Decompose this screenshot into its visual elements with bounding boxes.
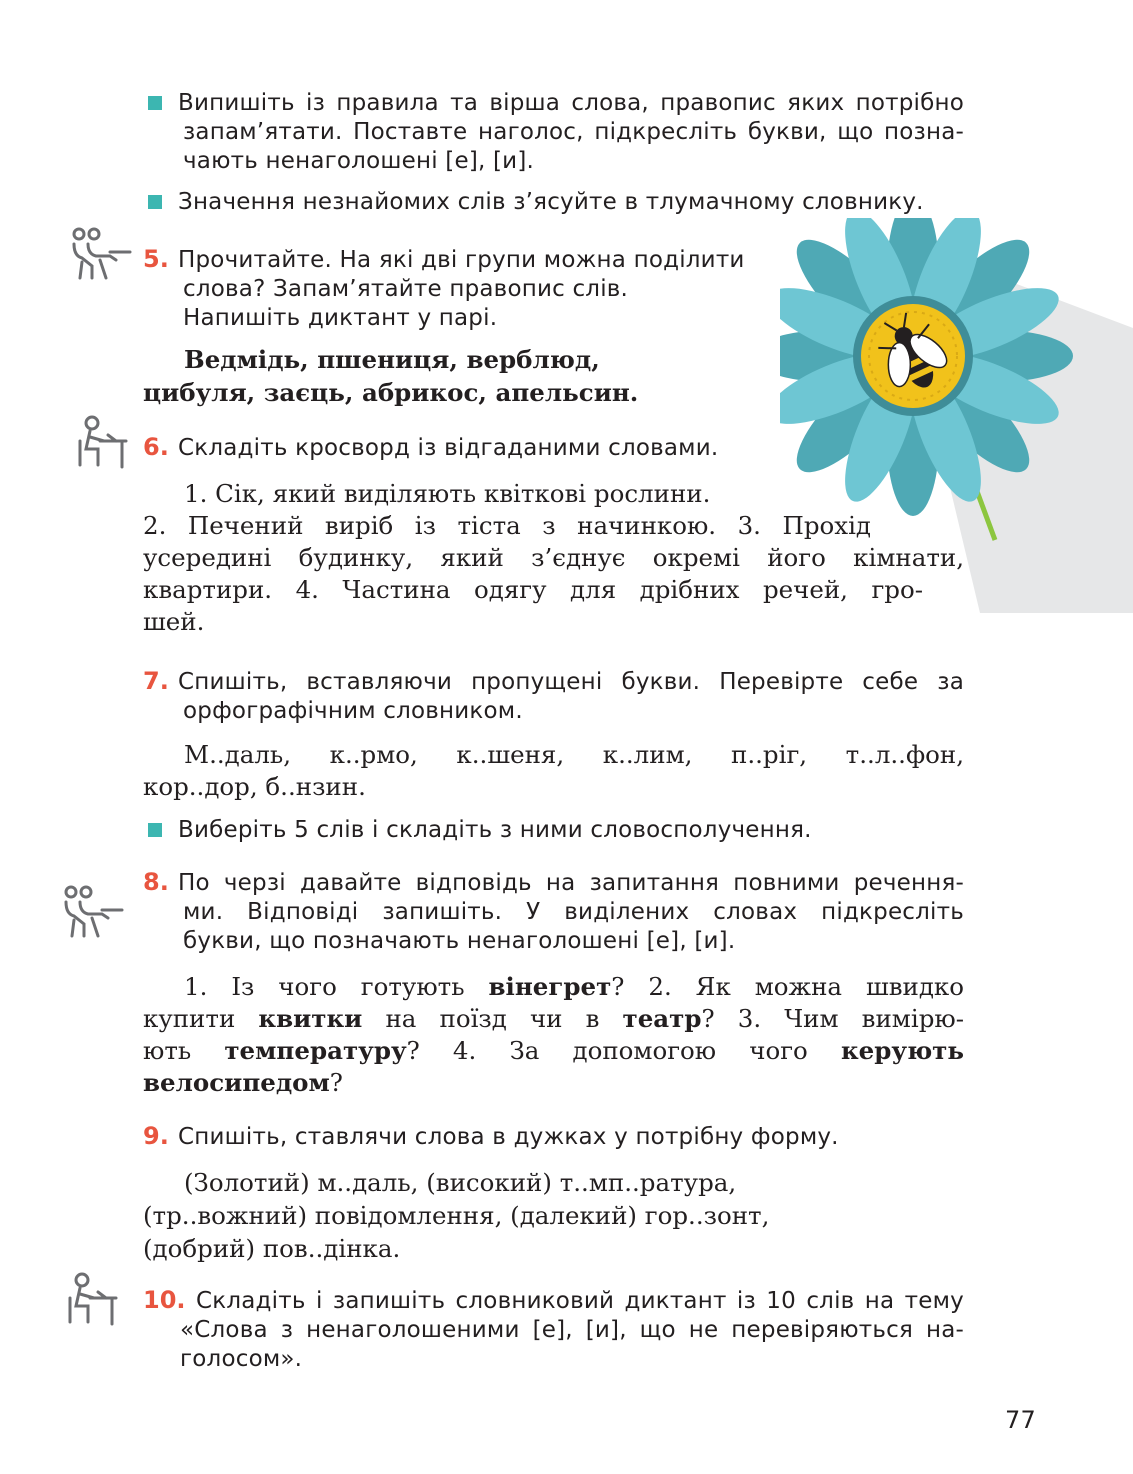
exercise-7-bullet: Виберіть 5 слів і складіть з ними словосполучення. xyxy=(178,817,812,843)
question-text: ? 2. Як можна швидко xyxy=(611,972,964,1001)
exercise-6-text-line-3: усередині будинку, який з’єднує окремі його кімнати, xyxy=(143,543,964,572)
exercise-6-text-line-1: 1. Сік, який виділяють квіткові рослини. xyxy=(184,479,711,508)
highlighted-word: вінегрет xyxy=(488,972,612,1001)
exercise-9-task: Спишіть, ставлячи слова в дужках у потрібну форму. xyxy=(178,1124,839,1150)
question-text: 1. Із чого готують xyxy=(184,972,489,1001)
exercise-8-question-line-4 xyxy=(143,1067,343,1099)
intro-bullet-1-line-3: чають ненаголошені [е], [и]. xyxy=(183,148,535,174)
page-number: 77 xyxy=(1005,1406,1036,1434)
question-text: купити xyxy=(143,1004,259,1033)
pair-work-icon xyxy=(70,226,132,280)
exercise-6-text-line-2: 2. Печений виріб із тіста з начинкою. 3. Прохід xyxy=(143,511,871,540)
pair-work-icon xyxy=(62,884,124,938)
bullet-square xyxy=(148,195,162,209)
exercise-6-text-line-5: шей. xyxy=(143,607,205,636)
exercise-10-task-line-2: «Слова з ненаголошеними [е], [и], що не перевіряються на- xyxy=(180,1317,964,1343)
exercise-7-task-line-1: Спишіть, вставляючи пропущені букви. Перевірте себе за xyxy=(178,669,964,695)
exercise-6-number: 6. xyxy=(143,433,169,461)
highlighted-word: театр xyxy=(622,1004,702,1033)
exercise-7-number: 7. xyxy=(143,667,169,695)
exercise-8-task-line-2: ми. Відповіді запишіть. У виділених словах підкресліть xyxy=(183,899,964,925)
exercise-5-task-line-2: слова? Запам’ятайте правопис слів. xyxy=(183,276,629,302)
exercise-8-task-line-3: букви, що позначають ненаголошені [е], [и]. xyxy=(183,928,736,954)
exercise-9-text-line-2: (тр..вожний) повідомлення, (далекий) гор..зонт, xyxy=(143,1201,770,1230)
intro-bullet-2: Значення незнайомих слів з’ясуйте в тлумачному словнику. xyxy=(178,189,924,215)
exercise-5-task-line-3: Напишіть диктант у парі. xyxy=(183,305,498,331)
exercise-7-task-line-2: орфографічним словником. xyxy=(183,698,523,724)
exercise-6-task: Складіть кросворд із відгаданими словами. xyxy=(178,435,719,461)
exercise-8-task-line-1: По черзі давайте відповідь на запитання повними речення- xyxy=(178,870,964,896)
question-text: ? 4. За допомогою чого xyxy=(406,1036,841,1065)
question-text: ? xyxy=(329,1068,343,1097)
highlighted-word: температуру xyxy=(224,1036,407,1065)
highlighted-word: квитки xyxy=(258,1004,363,1033)
question-text: на поїзд чи в xyxy=(362,1004,623,1033)
intro-bullet-1-line-2: запам’ятати. Поставте наголос, підкресліть букви, що позна- xyxy=(183,119,964,145)
exercise-5-words-line-1: Ведмідь, пшениця, верблюд, xyxy=(184,345,600,374)
question-text: ? 3. Чим вимірю- xyxy=(701,1004,964,1033)
bullet-square xyxy=(148,823,162,837)
question-text: ють xyxy=(143,1036,225,1065)
exercise-10-task-line-1: Складіть і запишіть словниковий диктант із 10 слів на тему xyxy=(196,1288,964,1314)
highlighted-word: керують xyxy=(840,1036,964,1065)
individual-work-icon xyxy=(76,415,128,469)
exercise-5-number: 5. xyxy=(143,245,169,273)
exercise-8-question-line-1 xyxy=(184,971,964,1003)
exercise-8-question-line-3 xyxy=(143,1035,964,1067)
exercise-5-task-line-1: Прочитайте. На які дві групи можна поділити xyxy=(178,247,745,273)
exercise-9-text-line-1: (Золотий) м..даль, (високий) т..мп..ратура, xyxy=(184,1168,737,1197)
exercise-10-task-line-3: голосом». xyxy=(180,1346,303,1372)
exercise-8-question-line-2 xyxy=(143,1003,964,1035)
exercise-6-text-line-4: квартири. 4. Частина одягу для дрібних речей, гро- xyxy=(143,575,923,604)
exercise-10-number: 10. xyxy=(143,1286,186,1314)
bullet-square xyxy=(148,96,162,110)
exercise-7-words-line-2: кор..дор, б..нзин. xyxy=(143,772,366,801)
exercise-9-text-line-3: (добрий) пов..дінка. xyxy=(143,1234,401,1263)
exercise-9-number: 9. xyxy=(143,1122,169,1150)
exercise-7-words-line-1: М..даль, к..рмо, к..шеня, к..лим, п..ріг, т..л..фон, xyxy=(184,740,964,769)
individual-work-icon xyxy=(66,1272,118,1326)
exercise-8-number: 8. xyxy=(143,868,169,896)
exercise-5-words-line-2: цибуля, заєць, абрикос, апельсин. xyxy=(143,378,639,407)
highlighted-word: велосипедом xyxy=(143,1068,330,1097)
intro-bullet-1-line-1: Випишіть із правила та вірша слова, правопис яких потрібно xyxy=(178,90,964,116)
